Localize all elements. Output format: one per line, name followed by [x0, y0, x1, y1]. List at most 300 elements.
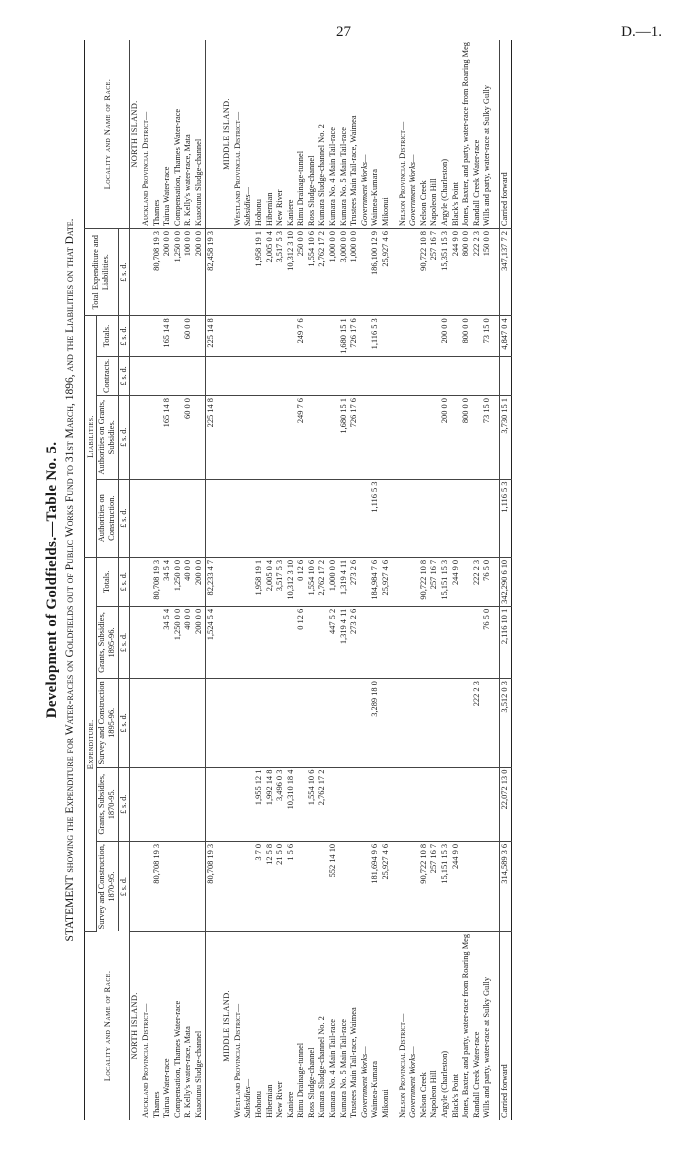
row-locality-right: Nelson Creek [419, 40, 430, 229]
col-grants-1895: Grants, Subsidies, 1895-96. [96, 606, 118, 678]
table-row [360, 40, 371, 1120]
row-value: 80,708 19 3 [152, 841, 163, 931]
row-value [317, 606, 328, 678]
row-locality: Waimea-Kumara [370, 1061, 380, 1118]
row-value: 25,927 4 6 [381, 229, 392, 316]
row-locality: Subsidies— [243, 1078, 253, 1118]
unit-label: £ s. d. [118, 229, 130, 316]
row-value: 0 12 6 [296, 557, 307, 606]
row-value [381, 396, 392, 479]
row-value [275, 679, 286, 767]
table-row [205, 40, 216, 1120]
row-value [381, 479, 392, 557]
row-value [408, 841, 419, 931]
row-value [152, 396, 163, 479]
table-row [429, 40, 440, 1120]
row-locality-right: Westland Provincial District— [233, 40, 244, 229]
row-value [194, 841, 205, 931]
row-value [152, 679, 163, 767]
row-value: 3,517 5 3 [275, 557, 286, 606]
unit-label: £ s. d. [118, 479, 130, 557]
table-row [317, 40, 328, 1120]
row-value [360, 316, 371, 357]
row-locality-right: Black's Point [451, 40, 462, 229]
row-value [243, 767, 254, 841]
row-locality: NORTH ISLAND. [130, 992, 140, 1060]
row-value [328, 767, 339, 841]
row-value: 257 16 7 [429, 841, 440, 931]
row-value: 4,847 0 4 [499, 316, 511, 357]
row-value: 800 0 0 [461, 396, 472, 479]
row-value [152, 479, 163, 557]
row-value [307, 841, 318, 931]
row-locality-right: New River [275, 40, 286, 229]
row-value: 225 14 8 [205, 396, 216, 479]
row-value [360, 841, 371, 931]
row-value [222, 479, 233, 557]
row-locality: Kumara No. 5 Main Tail-race [338, 1018, 348, 1118]
row-value [222, 679, 233, 767]
row-value: 3,496 0 3 [275, 767, 286, 841]
row-value: 73 15 0 [482, 396, 493, 479]
row-value [461, 479, 472, 557]
row-value [141, 316, 152, 357]
table-row [233, 40, 244, 1120]
row-locality: Mikonui [381, 1089, 391, 1118]
row-value [173, 356, 184, 395]
row-value [461, 356, 472, 395]
row-value [451, 396, 462, 479]
row-value: 40 0 0 [183, 606, 194, 678]
row-locality-right: Trustees Main Tail-race, Waimea [349, 40, 360, 229]
row-value [194, 356, 205, 395]
row-value: 60 0 0 [183, 316, 194, 357]
row-value [254, 316, 265, 357]
row-value: 726 17 6 [349, 396, 360, 479]
row-value [419, 679, 430, 767]
row-value [162, 679, 173, 767]
row-locality: Ross Sludge-channel [306, 1047, 316, 1118]
table-row [307, 40, 318, 1120]
row-value [349, 479, 360, 557]
row-locality: Kumara No. 4 Main Tail-race [328, 1018, 338, 1118]
row-value: 80,708 19 3 [205, 841, 216, 931]
row-value: 165 14 8 [162, 396, 173, 479]
row-value [461, 557, 472, 606]
row-value: 80,708 19 3 [152, 229, 163, 316]
row-value: 726 17 6 [349, 316, 360, 357]
row-value: 1,116 5 3 [370, 479, 381, 557]
row-locality: Wills and party, water-race at Sulky Gully [482, 976, 492, 1118]
row-value: 447 5 2 [328, 606, 339, 678]
table-row [141, 40, 152, 1120]
unit-label: £ s. d. [118, 767, 130, 841]
row-locality-right: MIDDLE ISLAND. [222, 40, 233, 229]
row-value: 2,762 17 2 [317, 557, 328, 606]
row-value [162, 767, 173, 841]
table-row [275, 40, 286, 1120]
row-value: 1,524 5 4 [205, 606, 216, 678]
row-value [419, 479, 430, 557]
row-value [398, 557, 409, 606]
row-locality-right: Kumara Sludge-channel No. 2 [317, 40, 328, 229]
col-group-expenditure: Expenditure. [85, 557, 97, 931]
row-locality-right: Hohonu [254, 40, 265, 229]
table-row [328, 40, 339, 1120]
row-value: 273 2 6 [349, 557, 360, 606]
row-value [451, 356, 462, 395]
row-locality: Government Works— [408, 1046, 418, 1118]
row-value [141, 557, 152, 606]
row-value: 1,116 5 3 [499, 479, 511, 557]
row-value: 2,116 10 1 [499, 606, 511, 678]
row-value [339, 679, 350, 767]
row-locality: Trustees Main Tail-race, Waimea [349, 1007, 359, 1118]
row-value: 186,100 12 9 [370, 229, 381, 316]
row-value [328, 679, 339, 767]
row-value: 1,680 15 1 [339, 396, 350, 479]
row-value: 25,927 4 6 [381, 841, 392, 931]
row-value [141, 841, 152, 931]
row-value [243, 557, 254, 606]
row-locality-right: Wills and party, water-race at Sulky Gully [482, 40, 493, 229]
row-value [233, 767, 244, 841]
row-value [408, 479, 419, 557]
row-locality: Nelson Creek [418, 1072, 428, 1118]
document-reference: D.—1. [621, 24, 662, 40]
row-value [205, 679, 216, 767]
row-value: 200 0 0 [440, 316, 451, 357]
table-row [222, 40, 233, 1120]
row-value: 3,517 5 3 [275, 229, 286, 316]
row-value: 34 5 4 [162, 557, 173, 606]
row-value: 2,762 17 2 [317, 767, 328, 841]
row-value [286, 396, 297, 479]
row-value [381, 606, 392, 678]
row-value [339, 479, 350, 557]
row-value [152, 356, 163, 395]
row-locality: R. Kelly's water-race, Mata [183, 1026, 193, 1118]
row-value [349, 679, 360, 767]
row-value: 1,958 19 1 [254, 229, 265, 316]
row-value: 10,310 18 4 [286, 767, 297, 841]
row-value [130, 841, 141, 931]
row-value: 60 0 0 [183, 396, 194, 479]
row-value [472, 316, 483, 357]
row-value: 82,458 19 3 [205, 229, 216, 316]
col-locality-right: Locality and Name of Race. [85, 40, 130, 229]
row-value [275, 606, 286, 678]
row-value [461, 767, 472, 841]
row-value: 1,554 10 6 [307, 229, 318, 316]
row-locality-right: Compensation, Thames Water-race [173, 40, 184, 229]
row-value [360, 767, 371, 841]
row-value: 3 7 0 [254, 841, 265, 931]
row-value [173, 767, 184, 841]
row-locality-right: Nelson Provincial District— [398, 40, 409, 229]
unit-label: £ s. d. [118, 316, 130, 357]
table-row [296, 40, 307, 1120]
row-locality: Kaniere [285, 1091, 295, 1118]
row-locality: MIDDLE ISLAND. [222, 990, 232, 1062]
row-value [429, 606, 440, 678]
row-value: 0 12 6 [296, 606, 307, 678]
row-value [233, 396, 244, 479]
row-value [482, 356, 493, 395]
water-races-table [84, 40, 512, 1120]
row-value [286, 479, 297, 557]
row-value [307, 396, 318, 479]
row-locality: Nelson Provincial District— [397, 1013, 407, 1118]
row-value: 222 2 3 [472, 229, 483, 316]
row-value [440, 767, 451, 841]
row-value: 342,290 6 10 [499, 557, 511, 606]
row-value [265, 396, 276, 479]
row-locality-right: Randall Creek Water-race [472, 40, 483, 229]
col-total-exp-liab: Total Expenditure and Liabilities. [85, 229, 119, 316]
row-value [162, 841, 173, 931]
table-row [370, 40, 381, 1120]
row-value [419, 356, 430, 395]
row-value [408, 316, 419, 357]
row-value: 1,319 4 11 [339, 606, 350, 678]
row-value [130, 679, 141, 767]
row-value [472, 479, 483, 557]
row-value [222, 767, 233, 841]
table-row [339, 40, 350, 1120]
unit-label: £ s. d. [118, 606, 130, 678]
row-locality: Kuaotunu Sludge-channel [193, 1030, 203, 1118]
row-value [286, 679, 297, 767]
row-value [317, 679, 328, 767]
table-row [398, 40, 409, 1120]
row-value: 200 0 0 [194, 229, 205, 316]
row-value [317, 316, 328, 357]
row-value [370, 767, 381, 841]
row-locality: New River [275, 1081, 285, 1118]
row-value: 1,250 0 0 [173, 606, 184, 678]
row-value [130, 606, 141, 678]
row-value [429, 479, 440, 557]
table-row [419, 40, 430, 1120]
row-value [205, 767, 216, 841]
row-value [360, 396, 371, 479]
row-value [482, 479, 493, 557]
row-value: 225 14 8 [205, 316, 216, 357]
row-value [381, 356, 392, 395]
row-locality-right: Waimea-Kumara [370, 40, 381, 229]
col-locality: Locality and Name of Race. [85, 931, 130, 1120]
row-value [296, 679, 307, 767]
row-value [130, 316, 141, 357]
row-value [275, 356, 286, 395]
row-value: 1,000 0 0 [349, 229, 360, 316]
table-body [130, 40, 511, 1120]
row-locality: Tairua Water-race [162, 1058, 172, 1118]
row-value: 1,992 14 8 [265, 767, 276, 841]
row-value [307, 316, 318, 357]
row-value: 1,000 0 0 [328, 229, 339, 316]
row-value [307, 679, 318, 767]
row-value [296, 767, 307, 841]
row-locality-right: Tairua Water-race [162, 40, 173, 229]
row-value [408, 557, 419, 606]
row-value [419, 396, 430, 479]
row-value: 3,000 0 0 [339, 229, 350, 316]
row-value [328, 479, 339, 557]
unit-label: £ s. d. [118, 557, 130, 606]
row-locality: Argyle (Charleston) [440, 1050, 449, 1118]
unit-label: £ s. d. [118, 679, 130, 767]
table-title: Development of Goldfields.—Table No. 5. [44, 441, 60, 719]
row-value [233, 479, 244, 557]
row-value [408, 229, 419, 316]
col-survey-1870: Survey and Construction, 1870-95. [96, 841, 118, 931]
row-value: 257 16 7 [429, 557, 440, 606]
row-locality-right: Napoleon Hill [429, 40, 440, 229]
row-value [286, 606, 297, 678]
row-value [472, 396, 483, 479]
row-value [451, 316, 462, 357]
row-value [254, 396, 265, 479]
row-value: 1,554 10 6 [307, 767, 318, 841]
row-value [440, 479, 451, 557]
row-value [275, 396, 286, 479]
row-locality-right: Kumara No. 5 Main Tail-race [339, 40, 350, 229]
row-value: 1,319 4 11 [339, 557, 350, 606]
row-value [398, 396, 409, 479]
row-value: 2,005 0 4 [265, 229, 276, 316]
row-value [265, 606, 276, 678]
row-value [429, 679, 440, 767]
row-value: 257 16 7 [429, 229, 440, 316]
row-value: 3,289 18 0 [370, 679, 381, 767]
row-value [381, 679, 392, 767]
row-value [233, 841, 244, 931]
table-row [349, 40, 360, 1120]
row-value [408, 767, 419, 841]
row-locality-right: Mikonui [381, 40, 392, 229]
row-value [141, 396, 152, 479]
row-value [349, 356, 360, 395]
row-value: 165 14 8 [162, 316, 173, 357]
row-value [194, 679, 205, 767]
row-value: 800 0 0 [461, 229, 472, 316]
table-row [162, 40, 173, 1120]
col-liab-totals: Totals. [96, 316, 118, 357]
row-value [360, 679, 371, 767]
row-value [254, 479, 265, 557]
row-locality-right: Jones, Baxter, and party, water-race from Roaring Meg [461, 40, 472, 229]
row-value [265, 316, 276, 357]
row-value [370, 356, 381, 395]
col-totals: Totals. [96, 557, 118, 606]
row-value: 552 14 10 [328, 841, 339, 931]
row-value [451, 479, 462, 557]
unit-label: £ s. d. [118, 396, 130, 479]
unit-label: £ s. d. [118, 841, 130, 931]
row-value [451, 679, 462, 767]
row-value: 12 5 8 [265, 841, 276, 931]
row-value [307, 479, 318, 557]
table-row [499, 40, 511, 1120]
row-value [398, 606, 409, 678]
table-row [130, 40, 141, 1120]
row-value: 1 5 6 [286, 841, 297, 931]
row-value: 22,072 13 0 [499, 767, 511, 841]
row-value: 1,554 10 6 [307, 557, 318, 606]
row-value [183, 767, 194, 841]
row-locality-right: Argyle (Charleston) [440, 40, 451, 229]
row-value: 250 0 0 [296, 229, 307, 316]
row-value [381, 767, 392, 841]
row-locality: Westland Provincial District— [232, 1003, 242, 1118]
table-row [440, 40, 451, 1120]
row-locality: Carried forward [499, 931, 511, 1120]
row-value: 90,722 10 8 [419, 557, 430, 606]
row-value [162, 479, 173, 557]
row-value [398, 356, 409, 395]
row-value: 249 7 6 [296, 396, 307, 479]
table-row [254, 40, 265, 1120]
row-value [130, 396, 141, 479]
row-locality: Kumara Sludge-channel No. 2 [317, 1016, 327, 1118]
table-row [451, 40, 462, 1120]
row-value: 3,730 15 1 [499, 396, 511, 479]
row-value [398, 479, 409, 557]
row-value: 15,151 15 3 [440, 841, 451, 931]
row-value [243, 229, 254, 316]
row-value [398, 679, 409, 767]
row-value [265, 356, 276, 395]
row-value [339, 767, 350, 841]
row-value [286, 356, 297, 395]
row-value [222, 316, 233, 357]
row-value: 200 0 0 [162, 229, 173, 316]
row-locality: Auckland Provincial District— [140, 1003, 150, 1118]
row-value [141, 229, 152, 316]
row-value [451, 767, 462, 841]
row-value [222, 557, 233, 606]
row-value [243, 841, 254, 931]
row-locality [205, 931, 216, 1120]
row-value: 10,312 3 10 [286, 229, 297, 316]
row-value: 82,233 4 7 [205, 557, 216, 606]
col-group-liabilities: Liabilities. [85, 316, 97, 558]
row-value [183, 841, 194, 931]
table-row [265, 40, 276, 1120]
row-value: 15,351 15 3 [440, 229, 451, 316]
table-subtitle: STATEMENT showing the Expenditure for Water-races on Goldfields out of Public Works Fund to 31st March, 1896, and the Liabilities on that Date. [64, 218, 76, 942]
row-value [130, 229, 141, 316]
row-value [141, 479, 152, 557]
row-value [472, 356, 483, 395]
row-value: 2,762 17 2 [317, 229, 328, 316]
row-value [370, 396, 381, 479]
row-value [243, 479, 254, 557]
row-locality-right: Government Works— [408, 40, 419, 229]
row-value [317, 841, 328, 931]
row-value [243, 606, 254, 678]
row-locality: Government Works— [359, 1046, 369, 1118]
row-value [173, 479, 184, 557]
row-locality: Napoleon Hill [429, 1070, 439, 1118]
row-locality: Rimu Drainage-tunnel [296, 1042, 306, 1118]
row-value: 76 5 0 [482, 606, 493, 678]
row-value [141, 356, 152, 395]
row-locality-right [205, 40, 216, 229]
row-value [408, 396, 419, 479]
